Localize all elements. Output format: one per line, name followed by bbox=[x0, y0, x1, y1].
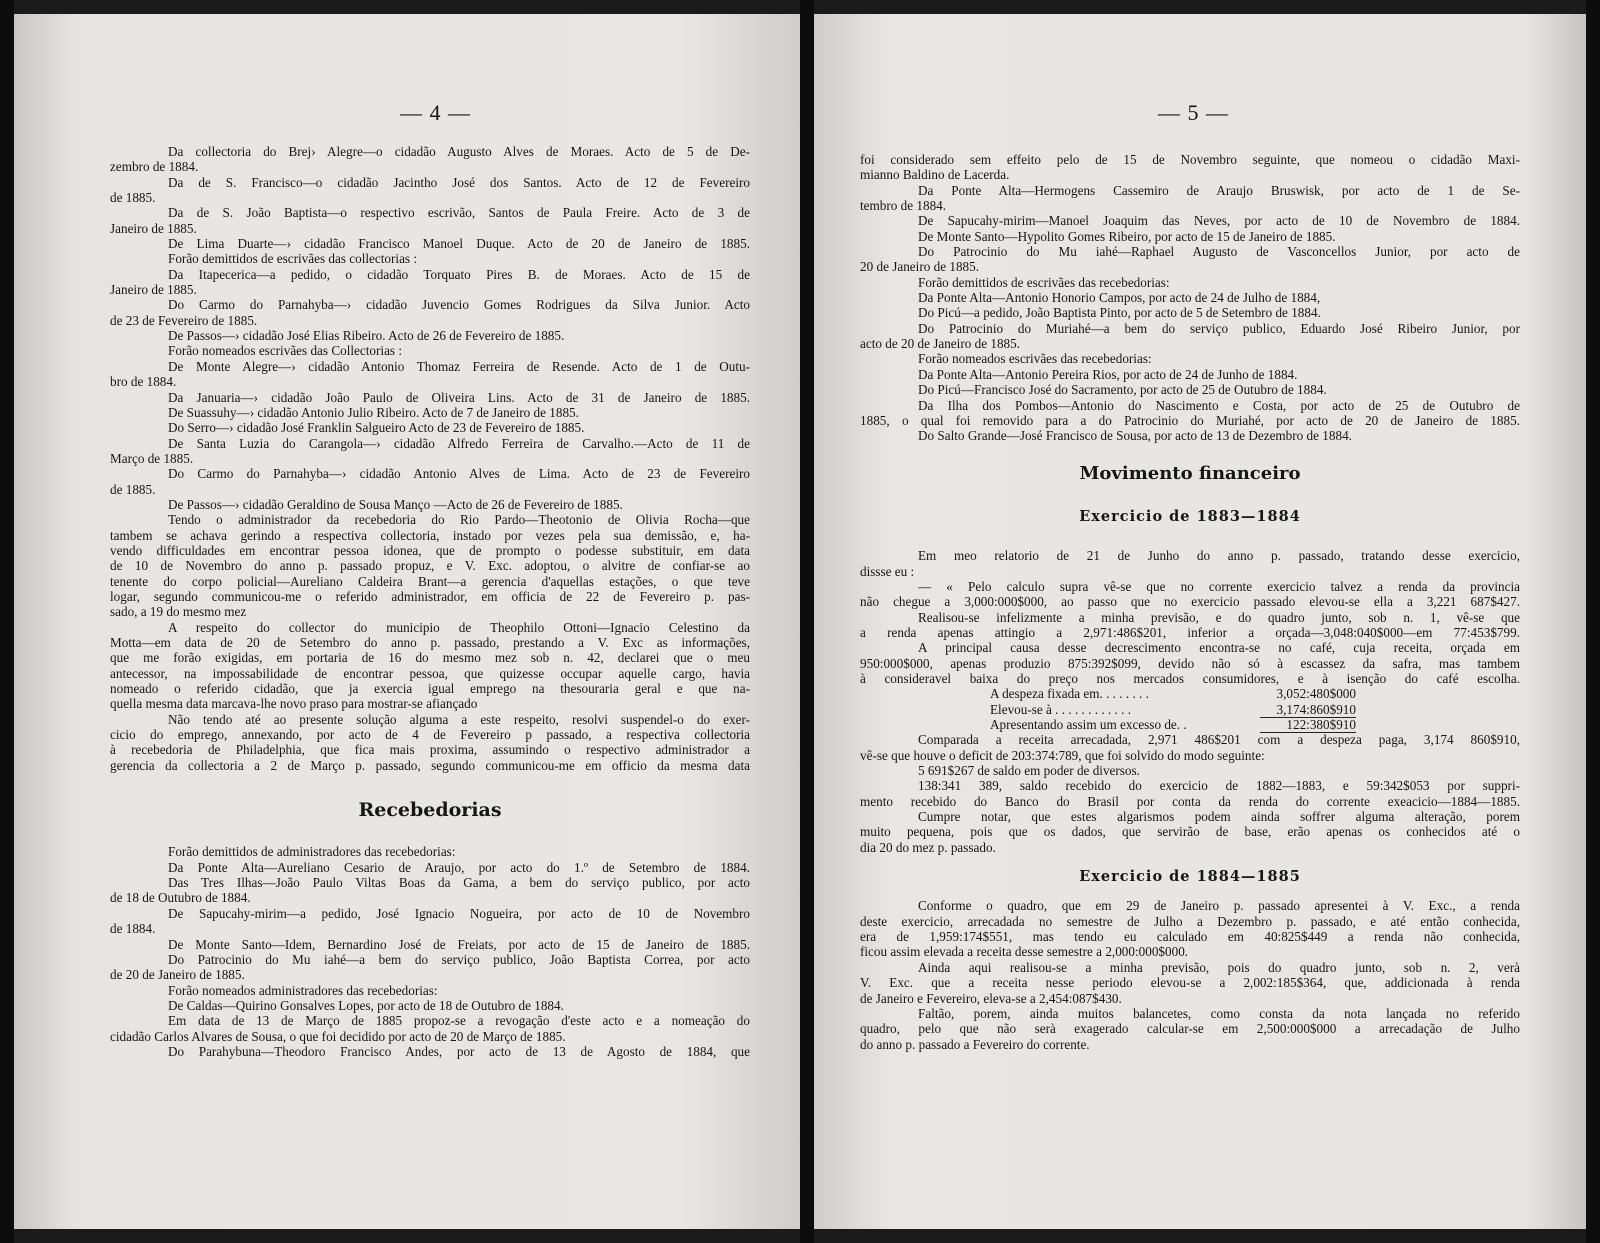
text-line: de Janeiro e Fevereiro, eleva-se a 2,454:087$430. bbox=[860, 990, 1122, 1006]
text-line: muito pequena, pois que os dados, que servirão de base, erão apenas os conhecidos até o bbox=[860, 824, 1520, 840]
text-line: de 1885. bbox=[110, 481, 156, 497]
text-line: Do Carmo do Parnahyba—› cidadão Antonio Alves de Lima. Acto de 23 de Fevereiro bbox=[168, 466, 750, 482]
text-line: gerencia da collectoria a 2 de Março p. passado, segundo communicou-me em officio da mesma data bbox=[110, 757, 750, 773]
text-line: de 1885. bbox=[110, 190, 156, 206]
text-line: acto de 20 de Janeiro de 1885. bbox=[860, 336, 1021, 352]
text-line: de 23 de Fevereiro de 1885. bbox=[110, 312, 258, 328]
text-line: Forão nomeados escrivães das recebedorias: bbox=[918, 351, 1152, 367]
collectorias-section bbox=[110, 144, 750, 773]
summary-row bbox=[860, 702, 1520, 717]
text-line: Da Itapecerica—a pedido, o cidadão Torquato Pires B. de Moraes. Acto de 15 de bbox=[168, 266, 750, 282]
text-line: Do Carmo do Parnahyba—› cidadão Juvencio Gomes Rodrigues da Silva Junior. Acto bbox=[168, 297, 750, 313]
text-line: Da Ilha dos Pombos—Antonio do Nascimento e Costa, por acto de 25 de Outubro de bbox=[918, 397, 1520, 413]
text-line: ficou assim elevada a receita desse semestre a 2,000:000$000. bbox=[860, 944, 1189, 960]
text-line: Faltão, porem, ainda muitos balancetes, como consta da nota lançada no referido bbox=[918, 1005, 1520, 1021]
text-line: Da Ponte Alta—Antonio Honorio Campos, por acto de 24 de Julho de 1884, bbox=[918, 290, 1321, 306]
text-line: tembro de 1884. bbox=[860, 198, 947, 214]
text-line: Comparada a receita arrecadada, 2,971 486$201 com a despeza paga, 3,174 860$910, bbox=[918, 732, 1520, 748]
text-line: 950:000$000, apenas produzio 875:392$099, devido não só à escassez da safra, mas tambem bbox=[860, 655, 1520, 671]
text-line: quadro, pelo que não serà exagerado calcular-se em 2,500:000$000 a arrecadação de Julho bbox=[860, 1021, 1520, 1037]
text-line: dia 20 do mez p. passado. bbox=[860, 839, 996, 855]
text-line: Forão demittidos de administradores das recebedorias: bbox=[168, 844, 456, 860]
text-line: Do Picú—Francisco José do Sacramento, por acto de 25 de Outubro de 1884. bbox=[918, 382, 1327, 398]
text-line: Não tendo até ao presente solução alguma a este respeito, resolvi suspendel-o do exer- bbox=[168, 711, 750, 727]
text-line: antecessor, na impossabilidade de encontrar pessoa, que quizesse occupar aquelle cargo, havia bbox=[110, 665, 750, 681]
text-line: A respeito do collector do municipio de Theophilo Ottoni—Ignacio Celestino da bbox=[168, 619, 750, 635]
exercicio-1884-paragraphs bbox=[860, 898, 1520, 1051]
text-line: 5 691$267 de saldo em poder de diversos. bbox=[918, 763, 1140, 779]
text-line: Janeiro de 1885. bbox=[110, 220, 197, 236]
summary-row bbox=[860, 717, 1520, 732]
text-line: Ainda aqui realisou-se a minha previsão, pois do quadro junto, sob n. 2, verà bbox=[918, 959, 1520, 975]
summary-value: 3,174:860$910 bbox=[1260, 702, 1356, 718]
text-line: De Monte Alegre—› cidadão Antonio Thomaz Ferreira de Resende. Acto de 1 de Outu- bbox=[168, 358, 750, 374]
summary-value: 122:380$910 bbox=[1260, 717, 1356, 733]
text-line: do anno p. passado a Fevereiro do corrente. bbox=[860, 1036, 1090, 1052]
text-line: Do Serro—› cidadão José Franklin Salgueiro Acto de 23 de Fevereiro de 1885. bbox=[168, 420, 585, 436]
book-gutter bbox=[800, 0, 814, 1243]
left-page bbox=[14, 14, 800, 1229]
text-line: De Suassuhy—› cidadão Antonio Julio Ribeiro. Acto de 7 de Janeiro de 1885. bbox=[168, 404, 579, 420]
text-line: Tendo o administrador da recebedoria do Rio Pardo—Theotonio de Olivia Rocha—que bbox=[168, 512, 750, 528]
right-page-text bbox=[860, 152, 1520, 1052]
deficit-paragraphs bbox=[860, 732, 1520, 855]
text-line: Forão nomeados escrivães das Collectorias : bbox=[168, 343, 403, 359]
text-line: Da de S. João Baptista—o respectivo escrivão, Santos de Paula Freire. Acto de 3 de bbox=[168, 205, 750, 221]
summary-label: Apresentando assim um excesso de. . bbox=[990, 717, 1187, 732]
text-line: à consideravel baixa do preço nos mercados consumidores, e à isenção do café escolha. bbox=[860, 670, 1520, 686]
text-line: mento recebido do Banco do Brasil por conta da renda do corrente exeacicio—1884—1885. bbox=[860, 793, 1520, 809]
text-line: a renda apenas attingio a 2,971:486$201, inferior a orçada—3,048:040$000—em 77:453$799. bbox=[860, 624, 1520, 640]
exercicio-1883-paragraphs bbox=[860, 548, 1520, 686]
text-line: Motta—em data de 20 de Setembro do anno p. passado, prestando a V. Exc as informações, bbox=[110, 635, 750, 650]
text-line: De Lima Duarte—› cidadão Francisco Manoel Duque. Acto de 20 de Janeiro de 1885. bbox=[168, 236, 750, 252]
text-line: A principal causa desse decrescimento encontra-se no café, cuja receita, orçada em bbox=[918, 640, 1520, 656]
subheading-exercicio-1883-1884: Exercicio de 1883—1884 bbox=[1079, 507, 1301, 525]
section-heading-recebedorias: Recebedorias bbox=[358, 799, 502, 822]
text-line: Do Patrocinio do Muriahé—a bem do serviço publico, Eduardo José Ribeiro Junior, por bbox=[918, 320, 1520, 336]
text-line: Da Ponte Alta—Hermogens Cassemiro de Araujo Bruswisk, por acto de 1 de Se- bbox=[918, 182, 1520, 198]
text-line: De Monte Santo—Idem, Bernardino José de Freiats, por acto de 15 de Janeiro de 1885. bbox=[168, 936, 750, 952]
summary-label: Elevou-se à . . . . . . . . . . . . bbox=[990, 701, 1132, 717]
text-line: logar, segundo communicou-me o referido administrador, em officia de 22 de Fevereiro p. pas- bbox=[110, 588, 750, 604]
text-line: De Passos—› cidadão Geraldino de Sousa Manço —Acto de 26 de Fevereiro de 1885. bbox=[168, 496, 623, 512]
text-line: Da Januaria—› cidadão João Paulo de Oliveira Lins. Acto de 31 de Janeiro de 1885. bbox=[168, 389, 750, 405]
text-line: V. Exc. que a receita nesse periodo elevou-se a 2,002:185$364, que, addicionada à renda bbox=[860, 975, 1520, 991]
text-line: cicio do emprego, annexando, por acto de 4 de Fevereiro p passado, a respectiva collectoria bbox=[110, 727, 750, 743]
text-line: Em data de 13 de Março de 1885 propoz-se a revogação d'este acto e a nomeação do bbox=[168, 1013, 750, 1029]
page-number: — 4 — bbox=[400, 100, 471, 125]
text-line: cidadão Carlos Alvares de Sousa, o que foi decidido por acto de 20 de Março de 1885. bbox=[110, 1028, 566, 1044]
text-line: Cumpre notar, que estes algarismos podem ainda soffrer alguma alteração, porem bbox=[918, 809, 1520, 825]
scan-border-left bbox=[0, 0, 14, 1243]
text-line: não chegue a 3,000:000$000, ao passo que no exercicio passado elevou-se ella a 3,221 687$427. bbox=[860, 594, 1520, 610]
text-line: Do Parahybuna—Theodoro Francisco Andes, por acto de 13 de Agosto de 1884, que bbox=[168, 1043, 750, 1059]
scan-border-right bbox=[1586, 0, 1600, 1243]
text-line: Janeiro de 1885. bbox=[110, 282, 197, 298]
summary-row bbox=[860, 686, 1520, 701]
text-line: quella mesma data marcava-lhe novo praso para mostrar-se afiançado bbox=[110, 696, 478, 712]
text-line: de 10 de Novembro do anno p. passado propuz, e V. Exc. adoptou, o alvitre de confiar-se ao bbox=[110, 558, 750, 574]
text-line: de 20 de Janeiro de 1885. bbox=[110, 967, 245, 983]
subheading-exercicio-1884-1885: Exercicio de 1884—1885 bbox=[1079, 868, 1301, 886]
text-line: De Caldas—Quirino Gonsalves Lopes, por acto de 18 de Outubro de 1884. bbox=[168, 997, 564, 1013]
text-line: Março de 1885. bbox=[110, 450, 194, 466]
text-line: Forão demittidos de escrivães das recebedorias: bbox=[918, 274, 1170, 290]
text-line: tambem se achava gerindo a respectiva collectoria, instado por vezes pela sua demissão, e, ha- bbox=[110, 527, 750, 543]
text-line: Forão demittidos de escrivães das collectorias : bbox=[168, 251, 418, 267]
text-line: vendo difficuldades em encontrar pessoa idonea, que de prompto o podesse substituir, em data bbox=[110, 542, 750, 558]
text-line: dissse eu : bbox=[860, 563, 915, 579]
text-line: De Sapucahy-mirim—a pedido, José Ignacio Nogueira, por acto de 10 de Novembro bbox=[168, 905, 750, 921]
text-line: Do Picú—a pedido, João Baptista Pinto, por acto de 5 de Setembro de 1884. bbox=[918, 305, 1321, 321]
despeza-summary bbox=[860, 686, 1520, 732]
text-line: Do Patrocinio do Mu iahé—Raphael Augusto de Vasconcellos Junior, por acto de bbox=[918, 244, 1520, 260]
text-line: 1885, o qual foi removido para a do Patrocinio do Muriahé, por acto de 20 de Janeiro de 1885. bbox=[860, 412, 1520, 428]
text-line: vê-se que houve o deficit de 203:374:789, que foi solvido do modo seguinte: bbox=[860, 747, 1265, 763]
text-line: era de 1,959:174$551, mas tendo eu calculado em 40:825$449 a renda não conhecida, bbox=[860, 929, 1520, 945]
text-line: à recebedoria de Philadelphia, que fica mais proxima, assumindo o respectivo administrador a bbox=[110, 742, 750, 758]
text-line: de 18 de Outubro de 1884. bbox=[110, 890, 251, 906]
text-line: zembro de 1884. bbox=[110, 159, 199, 175]
text-line: Do Patrocinio do Mu iahé—a bem do serviço publico, João Baptista Correa, por acto bbox=[168, 951, 750, 967]
text-line: foi considerado sem effeito pelo de 15 de Novembro seguinte, que nomeou o cidadão Maxi- bbox=[860, 152, 1520, 167]
text-line: Realisou-se infelizmente a minha previsão, e do quadro junto, sob n. 1, vê-se que bbox=[918, 609, 1520, 625]
text-line: que me forão exigidas, em portaria de 16 do mesmo mez sob n. 42, declarei que o meu bbox=[110, 650, 750, 666]
text-line: De Santa Luzia do Carangola—› cidadão Alfredo Ferreira de Carvalho.—Acto de 11 de bbox=[168, 435, 750, 451]
text-line: sado, a 19 do mesmo mez bbox=[110, 604, 247, 620]
text-line: Forão nomeados administradores das recebedorias: bbox=[168, 982, 438, 998]
text-line: 20 de Janeiro de 1885. bbox=[860, 259, 980, 275]
text-line: Da Ponte Alta—Aureliano Cesario de Araujo, por acto do 1.º de Setembro de 1884. bbox=[168, 859, 750, 875]
text-line: Das Tres Ilhas—João Paulo Viltas Boas da Gama, a bem do serviço publico, por acto bbox=[168, 875, 750, 891]
text-line: Da collectoria do Brej› Alegre—o cidadão Augusto Alves de Moraes. Acto de 5 de De- bbox=[168, 144, 750, 159]
text-line: De Monte Santo—Hypolito Gomes Ribeiro, por acto de 15 de Janeiro de 1885. bbox=[918, 228, 1336, 244]
left-page-text bbox=[110, 144, 750, 1059]
page-number: — 5 — bbox=[1158, 100, 1229, 125]
recebedorias-section bbox=[110, 844, 750, 1059]
text-line: Da Ponte Alta—Antonio Pereira Rios, por acto de 24 de Junho de 1884. bbox=[918, 366, 1298, 382]
text-line: deste exercicio, arrecadada no semestre de Julho a Dezembro p. passado, e até então conhecida, bbox=[860, 913, 1520, 929]
text-line: de 1884. bbox=[110, 921, 156, 937]
text-line: 138:341 389, saldo recebido do exercicio de 1882—1883, e 59:342$053 por suppri- bbox=[918, 778, 1520, 794]
summary-value: 3,052:480$000 bbox=[1276, 686, 1356, 702]
summary-label: A despeza fixada em. . . . . . . . bbox=[990, 686, 1149, 702]
text-line: Da de S. Francisco—o cidadão Jacintho José dos Santos. Acto de 12 de Fevereiro bbox=[168, 174, 750, 190]
text-line: De Passos—› cidadão José Elias Ribeiro. Acto de 26 de Fevereiro de 1885. bbox=[168, 328, 565, 344]
text-line: Em meo relatorio de 21 de Junho do anno p. passado, tratando desse exercicio, bbox=[918, 548, 1520, 564]
text-line: Conforme o quadro, que em 29 de Janeiro p. passado apresentei à V. Exc., a renda bbox=[918, 898, 1520, 914]
text-line: bro de 1884. bbox=[110, 374, 177, 390]
recebedorias-continued bbox=[860, 152, 1520, 444]
right-page bbox=[814, 14, 1586, 1229]
text-line: nomeado o referido cidadão, que ja exercia igual emprego na thesouraria geral e que na- bbox=[110, 681, 750, 697]
text-line: Do Salto Grande—José Francisco de Sousa, por acto de 13 de Dezembro de 1884. bbox=[918, 428, 1352, 444]
text-line: tenente do corpo policial—Aureliano Caldeira Brant—a gerencia d'aquellas estações, o que teve bbox=[110, 573, 750, 589]
section-heading-movimento: Movimento financeiro bbox=[1079, 462, 1301, 484]
text-line: mianno Baldino de Lacerda. bbox=[860, 167, 1010, 183]
text-line: — « Pelo calculo supra vê-se que no corrente exercicio talvez a renda da provincia bbox=[918, 578, 1520, 594]
text-line: De Sapucahy-mirim—Manoel Joaquim das Neves, por acto de 10 de Novembro de 1884. bbox=[918, 213, 1520, 229]
